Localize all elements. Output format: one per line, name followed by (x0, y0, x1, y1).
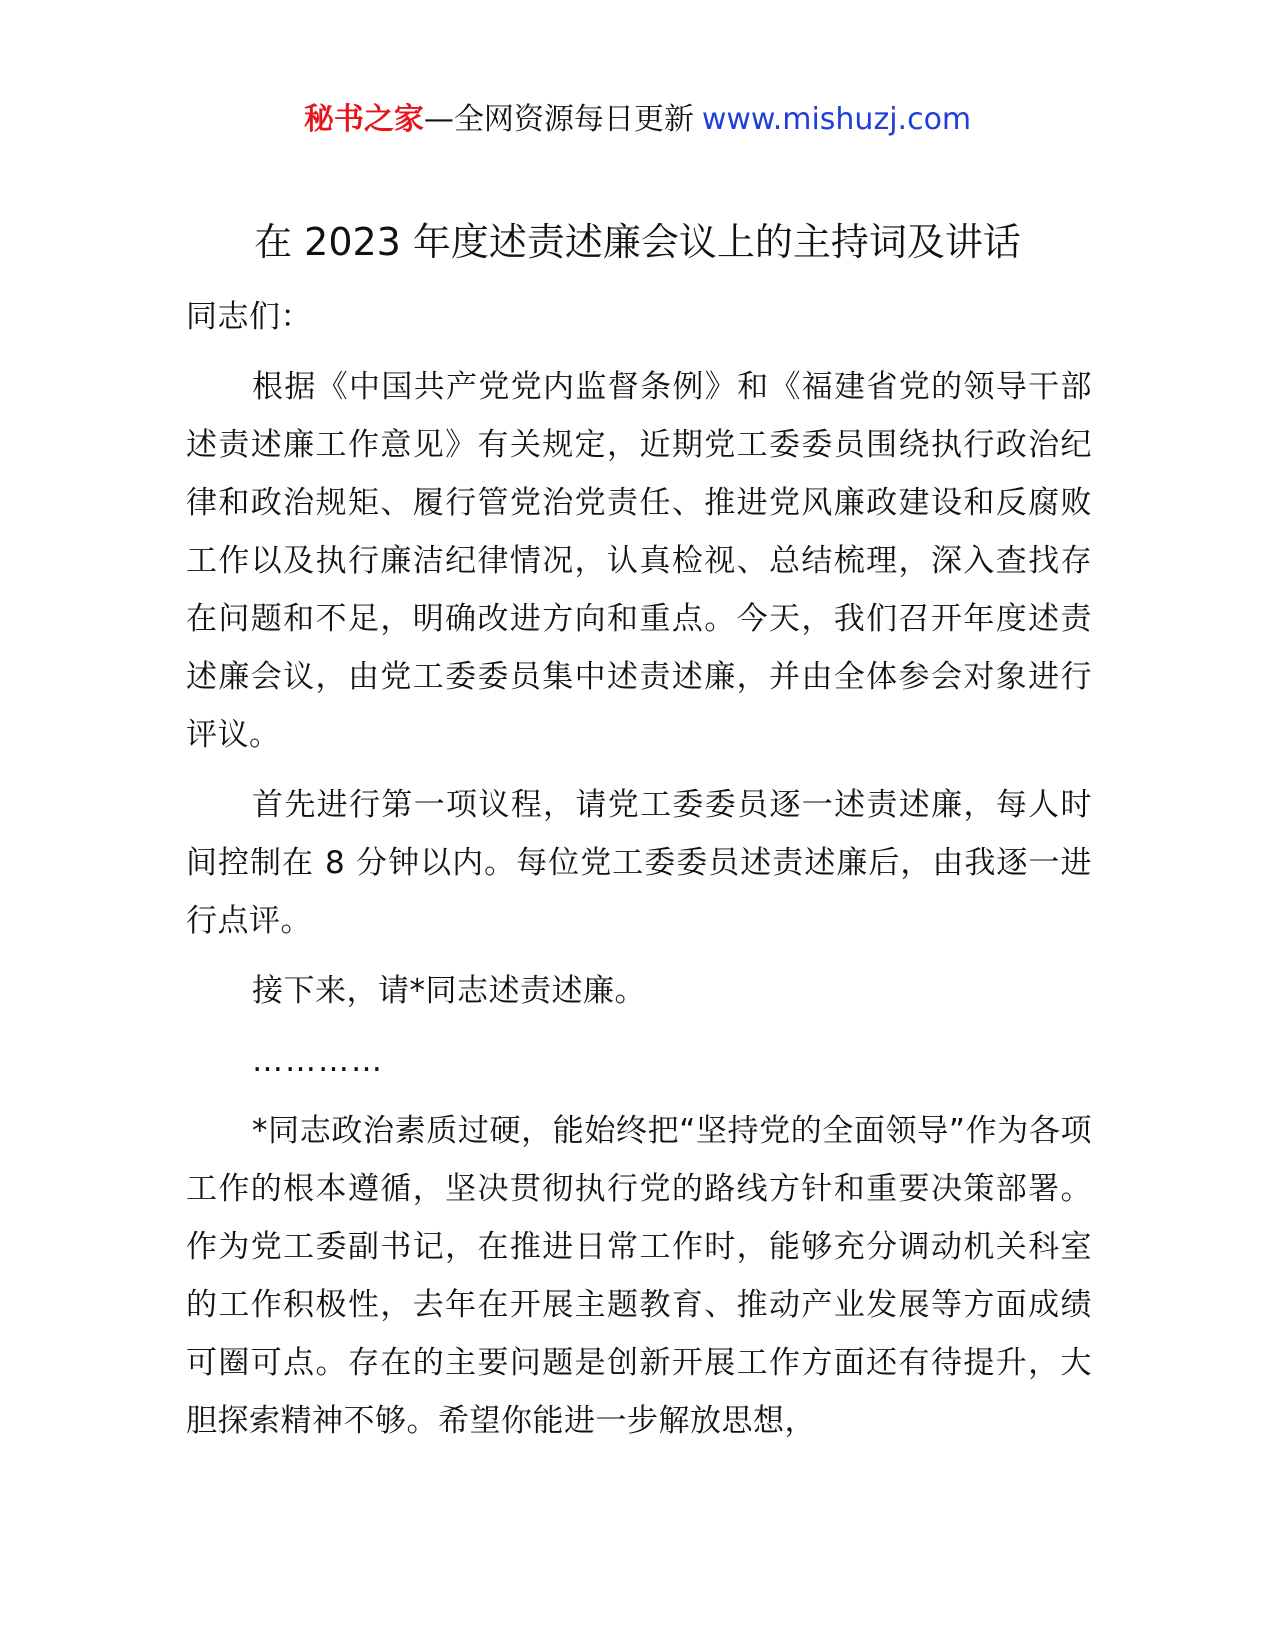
document-title: 在 2023 年度述责述廉会议上的主持词及讲话 (254, 220, 1021, 264)
document-body (186, 288, 1092, 1462)
paragraph-intro: 根据《中国共产党党内监督条例》和《福建省党的领导干部述责述廉工作意见》有关规定，近期党工委委员围绕执行政治纪律和政治规矩、履行管党治党责任、推进党风廉政建设和反腐败工作以及执行廉洁纪律情况，认真检视、总结梳理，深入查找存在问题和不足，明确改进方向和重点。今天，我们召开年度述责述廉会议，由党工委委员集中述责述廉，并由全体参会对象进行评议。 (186, 369, 1092, 753)
paragraph-invite: 接下来，请*同志述责述廉。 (252, 973, 646, 1009)
paragraph-comment: *同志政治素质过硬，能始终把“坚持党的全面领导”作为各项工作的根本遵循，坚决贯彻执行党的路线方针和重要决策部署。作为党工委副书记，在推进日常工作时，能够充分调动机关科室的工作积极性，去年在开展主题教育、推动产业发展等方面成绩可圈可点。存在的主要问题是创新开展工作方面还有待提升，大胆探索精神不够。希望你能进一步解放思想， (186, 1113, 1092, 1439)
site-url-link[interactable]: www.mishuzj.com (701, 102, 972, 137)
site-header (0, 96, 1275, 144)
paragraph-ellipsis: ………… (252, 1043, 384, 1079)
salutation: 同志们： (186, 299, 312, 335)
site-brand: 秘书之家 (303, 102, 424, 137)
site-tagline: —全网资源每日更新 (423, 102, 694, 137)
paragraph-agenda: 首先进行第一项议程，请党工委委员逐一述责述廉，每人时间控制在 8 分钟以内。每位党工委委员述责述廉后，由我逐一进行点评。 (186, 787, 1092, 939)
